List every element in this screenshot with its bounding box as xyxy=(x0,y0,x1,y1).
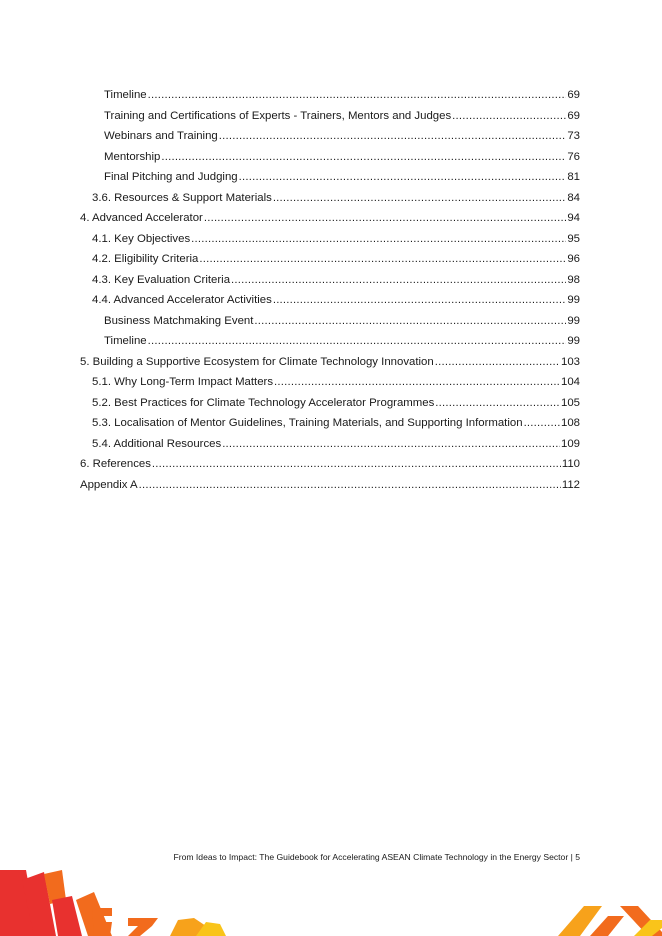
deco-shape xyxy=(590,916,624,936)
toc-entry-label: Timeline xyxy=(104,89,147,101)
toc-entry-label: Timeline xyxy=(104,335,147,347)
toc-entry[interactable] xyxy=(92,437,580,451)
toc-dot-leader xyxy=(273,191,567,205)
toc-entry-label: 4.1. Key Objectives xyxy=(92,233,191,245)
toc-dot-leader xyxy=(435,355,560,369)
toc-entry[interactable] xyxy=(104,314,580,328)
toc-dot-leader xyxy=(204,211,566,225)
toc-entry-label: 6. References xyxy=(80,458,151,470)
toc-entry-page: 98 xyxy=(567,274,580,286)
toc-entry-page: 94 xyxy=(567,212,580,224)
toc-entry[interactable] xyxy=(104,129,580,143)
toc-entry[interactable] xyxy=(92,252,580,266)
toc-dot-leader xyxy=(231,273,566,287)
toc-dot-leader xyxy=(161,150,566,164)
toc-entry-page: 104 xyxy=(560,376,580,388)
toc-entry[interactable] xyxy=(80,211,580,225)
toc-dot-leader xyxy=(239,170,567,184)
toc-entry-label: 4.4. Advanced Accelerator Activities xyxy=(92,294,272,306)
toc-entry-label: 5.1. Why Long-Term Impact Matters xyxy=(92,376,274,388)
toc-entry-page: 69 xyxy=(567,110,580,122)
toc-entry-page: 103 xyxy=(560,356,580,368)
toc-entry[interactable] xyxy=(104,170,580,184)
toc-entry[interactable] xyxy=(104,150,580,164)
toc-entry-label: Webinars and Training xyxy=(104,130,218,142)
toc-entry-page: 99 xyxy=(567,335,580,347)
toc-entry-label: Final Pitching and Judging xyxy=(104,171,238,183)
page-footer: From Ideas to Impact: The Guidebook for Accelerating ASEAN Climate Technology in the Energy Sector | 5 xyxy=(173,852,580,862)
toc-entry-label: Business Matchmaking Event xyxy=(104,315,254,327)
toc-entry-page: 96 xyxy=(567,253,580,265)
toc-dot-leader xyxy=(148,334,567,348)
toc-entry-label: Appendix A xyxy=(80,479,138,491)
toc-entry-label: 5.2. Best Practices for Climate Technology Accelerator Programmes xyxy=(92,397,435,409)
toc-dot-leader xyxy=(139,478,561,492)
toc-entry-page: 110 xyxy=(561,458,580,470)
toc-entry-page: 73 xyxy=(567,130,580,142)
toc-entry[interactable] xyxy=(80,355,580,369)
toc-entry-label: Training and Certifications of Experts - Trainers, Mentors and Judges xyxy=(104,110,452,122)
toc-entry[interactable] xyxy=(92,375,580,389)
toc-entry-label: 5.4. Additional Resources xyxy=(92,438,222,450)
toc-entry-page: 76 xyxy=(567,151,580,163)
toc-entry-label: 4.3. Key Evaluation Criteria xyxy=(92,274,231,286)
toc-entry-label: 5. Building a Supportive Ecosystem for Climate Technology Innovation xyxy=(80,356,434,368)
toc-dot-leader xyxy=(199,252,566,266)
toc-entry[interactable] xyxy=(92,232,580,246)
toc-dot-leader xyxy=(219,129,567,143)
toc-entry[interactable] xyxy=(92,273,580,287)
toc-dot-leader xyxy=(191,232,566,246)
toc-entry[interactable] xyxy=(104,88,580,102)
toc-entry[interactable] xyxy=(104,334,580,348)
toc-dot-leader xyxy=(152,457,561,471)
toc-entry-page: 69 xyxy=(567,89,580,101)
toc-entry[interactable] xyxy=(104,109,580,123)
decorative-corner-right xyxy=(550,902,662,936)
toc-entry-page: 84 xyxy=(567,192,580,204)
toc-entry-label: Mentorship xyxy=(104,151,161,163)
deco-shape xyxy=(128,918,158,936)
toc-entry[interactable] xyxy=(92,191,580,205)
toc-entry[interactable] xyxy=(92,396,580,410)
toc-entry-label: 3.6. Resources & Support Materials xyxy=(92,192,272,204)
toc-entry[interactable] xyxy=(80,478,580,492)
toc-entry-label: 4.2. Eligibility Criteria xyxy=(92,253,199,265)
toc-entry-page: 109 xyxy=(560,438,580,450)
toc-dot-leader xyxy=(524,416,560,430)
toc-entry-page: 108 xyxy=(560,417,580,429)
toc-entry-page: 99 xyxy=(567,294,580,306)
toc-entry-page: 95 xyxy=(567,233,580,245)
toc-dot-leader xyxy=(274,375,560,389)
toc-entry[interactable] xyxy=(92,416,580,430)
toc-dot-leader xyxy=(435,396,560,410)
toc-entry-page: 105 xyxy=(560,397,580,409)
toc-entry-label: 4. Advanced Accelerator xyxy=(80,212,203,224)
toc-entry-page: 112 xyxy=(561,479,580,491)
toc-dot-leader xyxy=(254,314,566,328)
toc-entry-label: 5.3. Localisation of Mentor Guidelines, Training Materials, and Supporting Information xyxy=(92,417,523,429)
deco-shape xyxy=(92,908,112,936)
toc-entry-page: 81 xyxy=(567,171,580,183)
toc-dot-leader xyxy=(273,293,567,307)
toc-entry[interactable] xyxy=(92,293,580,307)
toc-dot-leader xyxy=(452,109,566,123)
toc-entry-page: 99 xyxy=(567,315,580,327)
decorative-corner-left xyxy=(0,870,240,936)
toc-dot-leader xyxy=(222,437,560,451)
toc-entry[interactable] xyxy=(80,457,580,471)
toc-dot-leader xyxy=(148,88,567,102)
